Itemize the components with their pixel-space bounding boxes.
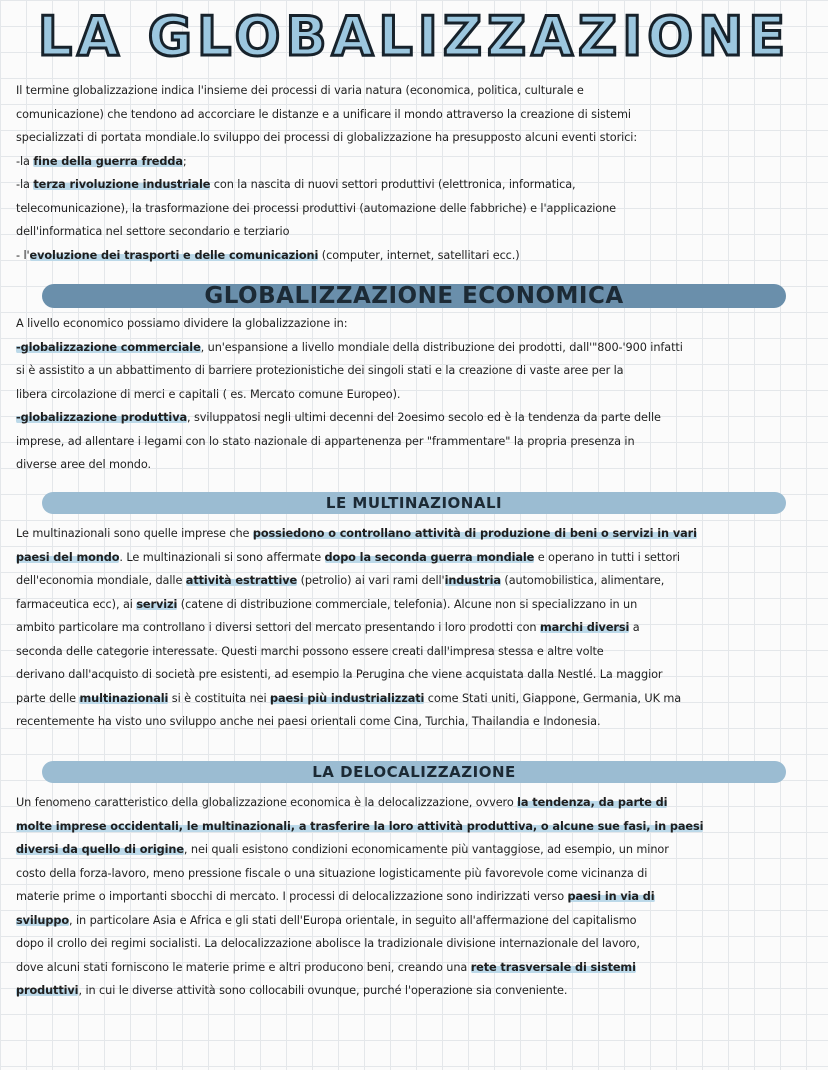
- highlight: rete trasversale di sistemi: [470, 960, 636, 974]
- text-segment: dell'economia mondiale, dalle: [16, 574, 186, 587]
- text-line: [16, 838, 814, 862]
- highlight: la tendenza, da parte di: [517, 796, 668, 809]
- highlight: molte imprese occidentali, le multinazionali, a trasferire la loro attività produttiva, o alcune sue fasi, in paesi: [16, 819, 704, 833]
- text-segment: , un'espansione a livello mondiale della distribuzione dei prodotti, dall'"800-'900 infatti: [200, 340, 683, 354]
- text-line: imprese, ad allentare i legami con lo stato nazionale di appartenenza per "frammentare" la propria presenza in: [16, 434, 635, 448]
- text-line: [16, 522, 814, 546]
- highlight: fine della guerra fredda: [33, 154, 183, 168]
- text-line: [16, 406, 814, 430]
- text-segment: farmaceutica ecc), ai: [16, 597, 137, 611]
- highlight: multinazionali: [79, 691, 169, 705]
- text-line: [16, 979, 814, 1003]
- text-line: Il termine globalizzazione indica l'insieme dei processi di varia natura (economica, politica, culturale e: [16, 84, 584, 97]
- text-line: [16, 150, 814, 174]
- intro-paragraph: [16, 79, 814, 267]
- text-line: [16, 593, 814, 617]
- text-line: [16, 336, 814, 360]
- text-line: [16, 173, 814, 197]
- text-line: [16, 616, 814, 640]
- highlight: evoluzione dei trasporti e delle comunicazioni: [29, 248, 319, 262]
- text-segment: con la nascita di nuovi settori produttivi (elettronica, informatica,: [210, 178, 576, 191]
- text-line: [16, 956, 814, 980]
- text-segment: come Stati uniti, Giappone, Germania, UK ma: [424, 691, 682, 705]
- text-segment: (catene di distribuzione commerciale, telefonia). Alcune non si specializzano in un: [177, 597, 638, 611]
- highlight: paesi in via di: [567, 890, 655, 903]
- text-line: costo della forza-lavoro, meno pressione fiscale o una situazione logisticamente più favorevole come vicinanza di: [16, 866, 648, 880]
- highlight: terza rivoluzione industriale: [33, 178, 211, 191]
- highlight: industria: [444, 574, 501, 587]
- section1-paragraph: [16, 312, 814, 477]
- text-segment: . Le multinazionali si sono affermate: [119, 550, 325, 564]
- text-line: recentemente ha visto uno sviluppo anche nei paesi orientali come Cina, Turchia, Thailandia e Indonesia.: [16, 715, 601, 728]
- highlight: produttivi: [16, 984, 79, 997]
- text-line: [16, 546, 814, 570]
- highlight: servizi: [136, 597, 178, 611]
- text-segment: ;: [182, 154, 187, 168]
- text-line: specializzati di portata mondiale.lo sviluppo dei processi di globalizzazione ha presupposto alcuni eventi storici:: [16, 131, 638, 144]
- text-line: si è assistito a un abbattimento di barriere protezionistiche dei singoli stati e la creazione di vaste aree per la: [16, 364, 624, 377]
- text-segment: (computer, internet, satellitari ecc.): [318, 248, 520, 262]
- section-heading-multinazionali: LE MULTINAZIONALI: [42, 492, 786, 514]
- text-line: [16, 791, 814, 815]
- highlight: possiedono o controllano attività di produzione di beni o servizi in vari: [252, 527, 697, 540]
- text-segment: dove alcuni stati forniscono le materie prime e altri producono beni, creando una: [16, 960, 471, 974]
- highlight: marchi diversi: [539, 621, 630, 634]
- text-line: libera circolazione di merci e capitali ( es. Mercato comune Europeo).: [16, 387, 401, 401]
- text-segment: -la: [16, 178, 34, 191]
- highlight: sviluppo: [16, 913, 70, 927]
- text-line: [16, 885, 814, 909]
- text-line: derivano dall'acquisto di società pre esistenti, ad esempio la Perugina che viene acquistata dalla Nestlé. La maggior: [16, 668, 663, 681]
- text-segment: , nei quali esistono condizioni economicamente più vantaggiose, ad esempio, un minor: [183, 843, 669, 856]
- highlight: -globalizzazione commerciale: [16, 340, 201, 354]
- text-line: dell'informatica nel settore secondario e terziario: [16, 225, 290, 238]
- text-segment: Un fenomeno caratteristico della globalizzazione economica è la delocalizzazione, ovvero: [16, 796, 518, 809]
- section-heading-globalizzazione-economica: GLOBALIZZAZIONE ECONOMICA: [42, 284, 786, 308]
- text-segment: ambito particolare ma controllano i diversi settori del mercato presentando i loro prodotti con: [16, 621, 540, 634]
- text-line: comunicazione) che tendono ad accorciare le distanze e a unificare il mondo attraverso la creazione di sistemi: [16, 107, 631, 121]
- text-line: [16, 909, 814, 933]
- text-line: dopo il crollo dei regimi socialisti. La delocalizzazione abolisce la tradizionale divisione internazionale del lavoro,: [16, 937, 640, 950]
- text-line: [16, 687, 814, 711]
- highlight: -globalizzazione produttiva: [16, 411, 187, 424]
- text-segment: (automobilistica, alimentare,: [500, 574, 665, 587]
- highlight: paesi più industrializzati: [270, 691, 425, 705]
- text-line: telecomunicazione), la trasformazione dei processi produttivi (automazione delle fabbriche) e l'applicazione: [16, 201, 617, 215]
- text-line: [16, 244, 814, 268]
- highlight: attività estrattive: [185, 574, 298, 587]
- section3-paragraph: [16, 791, 814, 1003]
- section2-paragraph: [16, 522, 814, 734]
- text-segment: , in particolare Asia e Africa e gli stati dell'Europa orientale, in seguito all'affermazione del capitalismo: [69, 913, 637, 927]
- text-segment: - l': [16, 248, 30, 262]
- text-segment: si è costituita nei: [168, 691, 271, 705]
- text-segment: materie prime o importanti sbocchi di mercato. I processi di delocalizzazione sono indirizzati verso: [16, 890, 568, 903]
- text-segment: , in cui le diverse attività sono collocabili ovunque, purché l'operazione sia conveniente.: [78, 984, 568, 997]
- highlight: diversi da quello di origine: [16, 843, 184, 856]
- text-segment: a: [629, 621, 640, 634]
- text-segment: Le multinazionali sono quelle imprese che: [16, 527, 253, 540]
- text-segment: , sviluppatosi negli ultimi decenni del 2oesimo secolo ed è la tendenza da parte delle: [187, 411, 661, 424]
- page-title: LA GLOBALIZZAZIONE: [37, 5, 791, 68]
- section-heading-delocalizzazione: LA DELOCALIZZAZIONE: [42, 761, 786, 783]
- text-line: A livello economico possiamo dividere la globalizzazione in:: [16, 317, 348, 330]
- text-segment: (petrolio) ai vari rami dell': [297, 574, 445, 587]
- text-line: [16, 569, 814, 593]
- text-line: [16, 815, 814, 839]
- text-line: diverse aree del mondo.: [16, 458, 151, 471]
- highlight: paesi del mondo: [16, 550, 120, 564]
- highlight: dopo la seconda guerra mondiale: [324, 550, 535, 564]
- text-segment: parte delle: [16, 691, 80, 705]
- text-line: seconda delle categorie interessate. Questi marchi possono essere creati dall'impresa stessa e altre volte: [16, 644, 604, 658]
- text-segment: -la: [16, 154, 34, 168]
- text-segment: e operano in tutti i settori: [534, 550, 680, 564]
